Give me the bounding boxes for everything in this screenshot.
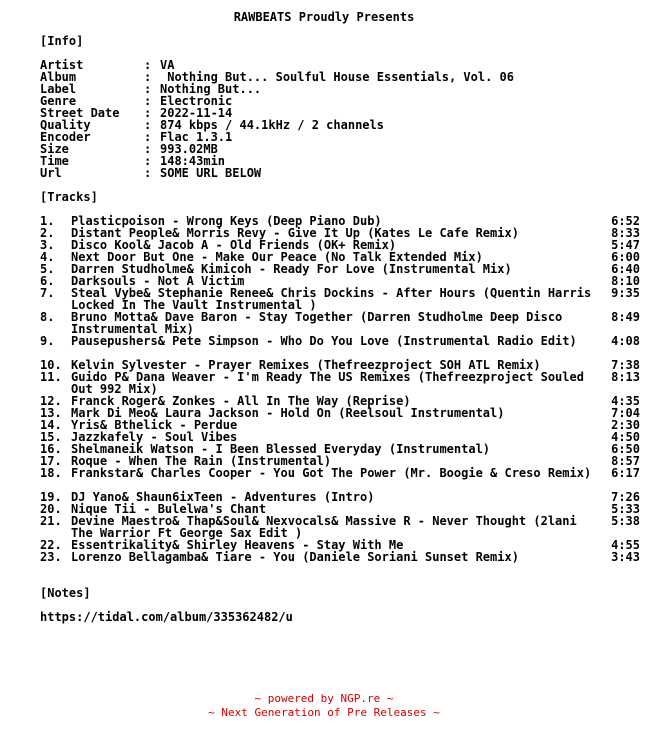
info-key: Quality	[40, 118, 91, 132]
track-number: 21.	[40, 514, 62, 528]
track-row	[40, 287, 640, 311]
track-title: Nique Tii - Bulelwa's Chant	[71, 502, 267, 516]
track-title: Disco Kool& Jacob A - Old Friends (OK+ Remix)	[71, 238, 397, 252]
track-title: Darksouls - Not A Victim	[71, 274, 245, 288]
info-key: Time	[40, 154, 69, 168]
track-number: 15.	[40, 430, 62, 444]
info-value: 2022-11-14	[160, 106, 233, 120]
track-title: Essentrikality& Shirley Heavens - Stay With Me	[71, 538, 404, 552]
track-number: 10.	[40, 358, 62, 372]
info-heading: [Info]	[40, 34, 84, 48]
track-duration: 7:38	[611, 358, 640, 372]
track-number: 17.	[40, 454, 62, 468]
notes-url[interactable]: https://tidal.com/album/335362482/u	[40, 610, 293, 624]
info-key: Genre	[40, 94, 77, 108]
track-duration: 5:33	[611, 502, 640, 516]
track-number: 18.	[40, 466, 62, 480]
track-number: 22.	[40, 538, 62, 552]
track-duration: 8:13	[611, 370, 640, 384]
info-value: Flac 1.3.1	[160, 130, 233, 144]
info-separator: :	[144, 142, 152, 156]
track-title: Devine Maestro& Thap&Soul& Nexvocals& Massive R - Never Thought (2lani The Warrior Ft George Sax Edit )	[71, 514, 577, 540]
track-number: 3.	[40, 238, 55, 252]
track-number: 13.	[40, 406, 62, 420]
track-title: Jazzkafely - Soul Vibes	[71, 430, 238, 444]
track-duration: 5:38	[611, 514, 640, 528]
info-value: VA	[160, 58, 175, 72]
track-number: 4.	[40, 250, 55, 264]
track-title: Pausepushers& Pete Simpson - Who Do You Love (Instrumental Radio Edit)	[71, 334, 577, 348]
footer-powered-by: ~ powered by NGP.re ~	[254, 692, 394, 705]
track-number: 23.	[40, 550, 62, 564]
info-value: SOME URL BELOW	[160, 166, 262, 180]
track-title: Frankstar& Charles Cooper - You Got The Power (Mr. Boogie & Creso Remix)	[71, 466, 592, 480]
info-separator: :	[144, 166, 152, 180]
track-title: Franck Roger& Zonkes - All In The Way (Reprise)	[71, 394, 411, 408]
track-duration: 8:57	[611, 454, 640, 468]
notes-heading: [Notes]	[40, 586, 91, 600]
track-number: 6.	[40, 274, 55, 288]
track-title: DJ Yano& Shaun6ixTeen - Adventures (Intro)	[71, 490, 375, 504]
track-title: Roque - When The Rain (Instrumental)	[71, 454, 332, 468]
info-value: Electronic	[160, 94, 233, 108]
track-number: 14.	[40, 418, 62, 432]
track-title: Yris& Bthelick - Perdue	[71, 418, 238, 432]
track-duration: 6:52	[611, 214, 640, 228]
info-value: 148:43min	[160, 154, 226, 168]
info-separator: :	[144, 154, 152, 168]
track-duration: 4:50	[611, 430, 640, 444]
track-number: 5.	[40, 262, 55, 276]
info-separator: :	[144, 118, 152, 132]
track-duration: 6:40	[611, 262, 640, 276]
track-title: Shelmaneik Watson - I Been Blessed Everyday (Instrumental)	[71, 442, 491, 456]
info-key: Encoder	[40, 130, 91, 144]
track-title: Distant People& Morris Revy - Give It Up (Kates Le Cafe Remix)	[71, 226, 519, 240]
track-number: 11.	[40, 370, 62, 384]
info-key: Label	[40, 82, 77, 96]
track-title: Steal Vybe& Stephanie Renee& Chris Dockins - After Hours (Quentin Harris Locked In The Vault Instrumental )	[71, 286, 592, 312]
info-separator: :	[144, 70, 152, 84]
track-title: Darren Studholme& Kimicoh - Ready For Love (Instrumental Mix)	[71, 262, 512, 276]
info-separator: :	[144, 106, 152, 120]
info-value: 874 kbps / 44.1kHz / 2 channels	[160, 118, 384, 132]
track-duration: 6:50	[611, 442, 640, 456]
track-number: 2.	[40, 226, 55, 240]
info-key: Size	[40, 142, 69, 156]
info-key: Url	[40, 166, 62, 180]
track-number: 1.	[40, 214, 55, 228]
track-duration: 8:49	[611, 310, 640, 324]
info-value: Nothing But... Soulful House Essentials, Vol. 06	[160, 70, 515, 84]
track-row	[40, 467, 640, 491]
track-duration: 4:08	[611, 334, 640, 348]
info-value: Nothing But...	[160, 82, 262, 96]
track-number: 9.	[40, 334, 55, 348]
track-title: Guido P& Dana Weaver - I'm Ready The US Remixes (Thefreezproject Souled Out 992 Mix)	[71, 370, 584, 396]
info-separator: :	[144, 130, 152, 144]
track-title: Kelvin Sylvester - Prayer Remixes (Thefreezproject SOH ATL Remix)	[71, 358, 541, 372]
track-duration: 3:43	[611, 550, 640, 564]
track-duration: 4:35	[611, 394, 640, 408]
track-duration: 4:55	[611, 538, 640, 552]
track-duration: 6:17	[611, 466, 640, 480]
track-row	[40, 335, 640, 359]
track-duration: 2:30	[611, 418, 640, 432]
track-duration: 7:04	[611, 406, 640, 420]
track-number: 16.	[40, 442, 62, 456]
track-row	[40, 371, 640, 395]
track-duration: 9:35	[611, 286, 640, 300]
info-separator: :	[144, 58, 152, 72]
info-key: Artist	[40, 58, 84, 72]
track-title: Next Door But One - Make Our Peace (No Talk Extended Mix)	[71, 250, 483, 264]
track-number: 8.	[40, 310, 55, 324]
track-row	[40, 311, 640, 335]
track-duration: 8:33	[611, 226, 640, 240]
info-key: Album	[40, 70, 77, 84]
track-row	[40, 515, 640, 539]
track-duration: 6:00	[611, 250, 640, 264]
track-number: 20.	[40, 502, 62, 516]
info-separator: :	[144, 94, 152, 108]
release-header: RAWBEATS Proudly Presents	[233, 10, 415, 24]
tracks-heading: [Tracks]	[40, 190, 98, 204]
track-title: Mark Di Meo& Laura Jackson - Hold On (Reelsoul Instrumental)	[71, 406, 505, 420]
track-number: 12.	[40, 394, 62, 408]
track-duration: 8:10	[611, 274, 640, 288]
track-row	[40, 551, 640, 563]
track-title: Lorenzo Bellagamba& Tiare - You (Daniele Soriani Sunset Remix)	[71, 550, 519, 564]
info-value: 993.02MB	[160, 142, 218, 156]
track-number: 19.	[40, 490, 62, 504]
track-title: Plasticpoison - Wrong Keys (Deep Piano Dub)	[71, 214, 382, 228]
info-key: Street Date	[40, 106, 120, 120]
track-duration: 5:47	[611, 238, 640, 252]
track-title: Bruno Motta& Dave Baron - Stay Together (Darren Studholme Deep Disco Instrumental Mix)	[71, 310, 563, 336]
info-separator: :	[144, 82, 152, 96]
footer-tagline: ~ Next Generation of Pre Releases ~	[208, 706, 440, 719]
track-number: 7.	[40, 286, 55, 300]
track-duration: 7:26	[611, 490, 640, 504]
